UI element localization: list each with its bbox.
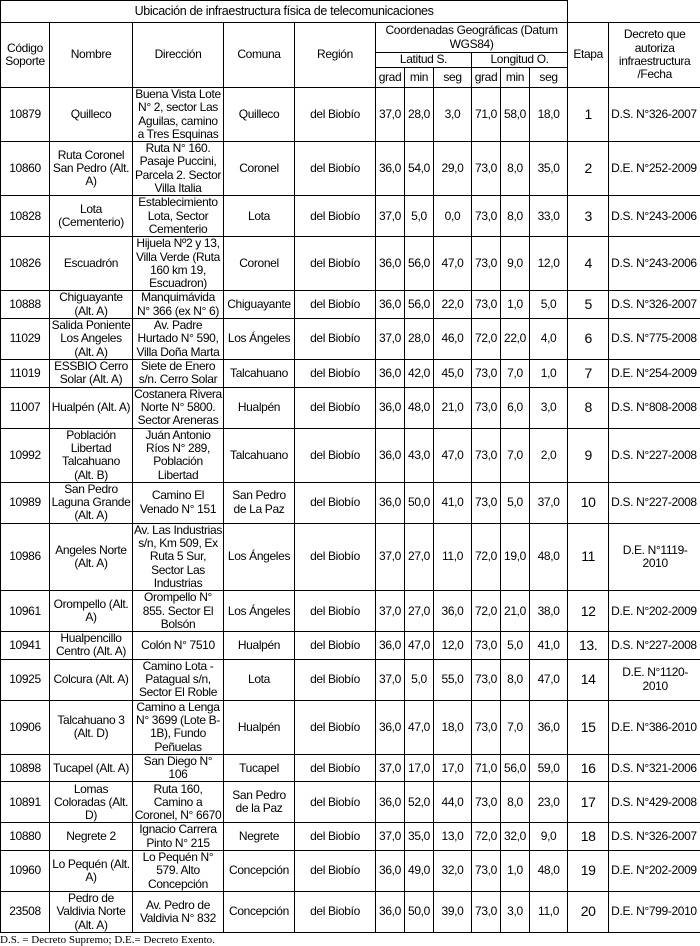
cell-lat-seg: 44,0 bbox=[434, 782, 472, 823]
cell-lat-seg: 36,0 bbox=[434, 591, 472, 632]
cell-lon-grad: 72,0 bbox=[472, 591, 501, 632]
cell-lon-min: 7,0 bbox=[501, 428, 530, 482]
cell-lon-seg: 9,0 bbox=[530, 823, 568, 851]
cell-lat-seg: 21,0 bbox=[434, 387, 472, 428]
cell-lat-min: 17,0 bbox=[405, 754, 434, 782]
cell-lat-grad: 37,0 bbox=[376, 319, 405, 360]
cell-codigo: 10888 bbox=[1, 291, 50, 319]
cell-lon-grad: 73,0 bbox=[472, 237, 501, 291]
cell-codigo: 10891 bbox=[1, 782, 50, 823]
cell-codigo: 10960 bbox=[1, 851, 50, 892]
cell-lon-seg: 41,0 bbox=[530, 632, 568, 660]
cell-direccion: Ignacio Carrera Pinto N° 215 bbox=[133, 823, 224, 851]
cell-lat-seg: 55,0 bbox=[434, 659, 472, 700]
cell-lon-grad: 73,0 bbox=[472, 291, 501, 319]
header-etapa: Etapa bbox=[568, 23, 609, 88]
cell-nombre: Talcahuano 3 (Alt. D) bbox=[50, 700, 133, 754]
table-row bbox=[1, 237, 700, 291]
cell-lon-seg: 11,0 bbox=[530, 891, 568, 932]
header-lon-seg: seg bbox=[530, 68, 568, 88]
cell-lon-grad: 73,0 bbox=[472, 428, 501, 482]
table-row bbox=[1, 754, 700, 782]
cell-comuna: Hualpén bbox=[224, 700, 295, 754]
cell-codigo: 23508 bbox=[1, 891, 50, 932]
cell-lat-seg: 45,0 bbox=[434, 360, 472, 388]
cell-lat-grad: 36,0 bbox=[376, 428, 405, 482]
cell-etapa: 12 bbox=[568, 591, 609, 632]
cell-nombre: Pedro de Valdivia Norte (Alt. A) bbox=[50, 891, 133, 932]
cell-lon-grad: 71,0 bbox=[472, 754, 501, 782]
cell-lat-grad: 37,0 bbox=[376, 754, 405, 782]
cell-direccion: Lo Pequén N° 579. Alto Concepción bbox=[133, 851, 224, 892]
table-row bbox=[1, 891, 700, 932]
cell-lon-min: 8,0 bbox=[501, 142, 530, 196]
cell-lon-grad: 73,0 bbox=[472, 196, 501, 237]
cell-lon-grad: 73,0 bbox=[472, 659, 501, 700]
cell-lon-seg: 4,0 bbox=[530, 319, 568, 360]
cell-lon-min: 32,0 bbox=[501, 823, 530, 851]
cell-etapa: 4 bbox=[568, 237, 609, 291]
cell-lat-grad: 36,0 bbox=[376, 891, 405, 932]
cell-decreto: D.E. N°254-2009 bbox=[609, 360, 700, 388]
header-lat-seg: seg bbox=[434, 68, 472, 88]
cell-codigo: 10986 bbox=[1, 523, 50, 590]
cell-region: del Biobío bbox=[295, 428, 376, 482]
cell-lon-grad: 71,0 bbox=[472, 88, 501, 142]
cell-codigo: 10961 bbox=[1, 591, 50, 632]
cell-decreto: D.S. N°227-2008 bbox=[609, 428, 700, 482]
cell-comuna: Concepción bbox=[224, 891, 295, 932]
table-row bbox=[1, 319, 700, 360]
cell-lon-seg: 23,0 bbox=[530, 782, 568, 823]
cell-nombre: Ruta Coronel San Pedro (Alt. A) bbox=[50, 142, 133, 196]
cell-comuna: Los Ángeles bbox=[224, 523, 295, 590]
cell-lon-seg: 38,0 bbox=[530, 591, 568, 632]
cell-lat-grad: 37,0 bbox=[376, 88, 405, 142]
cell-lat-grad: 36,0 bbox=[376, 237, 405, 291]
cell-lat-min: 28,0 bbox=[405, 319, 434, 360]
cell-lon-min: 5,0 bbox=[501, 632, 530, 660]
cell-lat-min: 52,0 bbox=[405, 782, 434, 823]
table-row bbox=[1, 523, 700, 590]
cell-comuna: San Pedro de la Paz bbox=[224, 782, 295, 823]
cell-nombre: Tucapel (Alt. A) bbox=[50, 754, 133, 782]
cell-nombre: Chiguayante (Alt. A) bbox=[50, 291, 133, 319]
cell-nombre: Quilleco bbox=[50, 88, 133, 142]
cell-lon-min: 7,0 bbox=[501, 700, 530, 754]
header-codigo: Código Soporte bbox=[1, 23, 50, 88]
cell-nombre: Colcura (Alt. A) bbox=[50, 659, 133, 700]
cell-lat-seg: 29,0 bbox=[434, 142, 472, 196]
cell-lon-seg: 48,0 bbox=[530, 523, 568, 590]
cell-comuna: Chiguayante bbox=[224, 291, 295, 319]
cell-comuna: Hualpén bbox=[224, 632, 295, 660]
cell-codigo: 10879 bbox=[1, 88, 50, 142]
cell-codigo: 10860 bbox=[1, 142, 50, 196]
cell-codigo: 10941 bbox=[1, 632, 50, 660]
cell-comuna: Coronel bbox=[224, 237, 295, 291]
cell-lat-seg: 41,0 bbox=[434, 482, 472, 523]
cell-codigo: 10989 bbox=[1, 482, 50, 523]
cell-lat-seg: 32,0 bbox=[434, 851, 472, 892]
cell-etapa: 20 bbox=[568, 891, 609, 932]
cell-direccion: Av. Padre Hurtado N° 590, Villa Doña Marta bbox=[133, 319, 224, 360]
table-row bbox=[1, 360, 700, 388]
cell-comuna: Talcahuano bbox=[224, 428, 295, 482]
cell-lon-grad: 72,0 bbox=[472, 523, 501, 590]
cell-etapa: 2 bbox=[568, 142, 609, 196]
header-lat-grad: grad bbox=[376, 68, 405, 88]
cell-decreto: D.E. N°1119-2010 bbox=[609, 523, 700, 590]
cell-etapa: 1 bbox=[568, 88, 609, 142]
cell-codigo: 10826 bbox=[1, 237, 50, 291]
cell-lat-min: 43,0 bbox=[405, 428, 434, 482]
cell-lon-min: 6,0 bbox=[501, 387, 530, 428]
cell-comuna: Tucapel bbox=[224, 754, 295, 782]
cell-lon-grad: 73,0 bbox=[472, 632, 501, 660]
cell-lon-grad: 73,0 bbox=[472, 851, 501, 892]
cell-lat-seg: 18,0 bbox=[434, 700, 472, 754]
cell-codigo: 11019 bbox=[1, 360, 50, 388]
cell-lat-seg: 46,0 bbox=[434, 319, 472, 360]
cell-region: del Biobío bbox=[295, 387, 376, 428]
cell-lon-grad: 72,0 bbox=[472, 823, 501, 851]
cell-direccion: Colón N° 7510 bbox=[133, 632, 224, 660]
cell-region: del Biobío bbox=[295, 142, 376, 196]
cell-comuna: Concepción bbox=[224, 851, 295, 892]
cell-comuna: Hualpén bbox=[224, 387, 295, 428]
cell-etapa: 8 bbox=[568, 387, 609, 428]
cell-decreto: D.S. N°326-2007 bbox=[609, 823, 700, 851]
cell-lon-min: 1,0 bbox=[501, 291, 530, 319]
cell-lon-grad: 73,0 bbox=[472, 142, 501, 196]
header-longitud: Longitud O. bbox=[472, 53, 568, 68]
cell-lat-min: 42,0 bbox=[405, 360, 434, 388]
cell-lon-min: 8,0 bbox=[501, 196, 530, 237]
cell-region: del Biobío bbox=[295, 319, 376, 360]
header-lon-min: min bbox=[501, 68, 530, 88]
cell-direccion: Siete de Enero s/n. Cerro Solar bbox=[133, 360, 224, 388]
cell-lat-min: 5,0 bbox=[405, 659, 434, 700]
cell-lon-min: 8,0 bbox=[501, 782, 530, 823]
table-row bbox=[1, 428, 700, 482]
cell-lat-grad: 37,0 bbox=[376, 823, 405, 851]
cell-region: del Biobío bbox=[295, 196, 376, 237]
cell-lat-seg: 3,0 bbox=[434, 88, 472, 142]
cell-lon-seg: 36,0 bbox=[530, 700, 568, 754]
cell-nombre: Salida Poniente Los Angeles (Alt. A) bbox=[50, 319, 133, 360]
table-row bbox=[1, 88, 700, 142]
cell-etapa: 10 bbox=[568, 482, 609, 523]
cell-direccion: Camino El Venado N° 151 bbox=[133, 482, 224, 523]
cell-lon-grad: 73,0 bbox=[472, 700, 501, 754]
cell-direccion: Ruta N° 160. Pasaje Puccini, Parcela 2. Sector Villa Italia bbox=[133, 142, 224, 196]
cell-lon-min: 56,0 bbox=[501, 754, 530, 782]
table-row bbox=[1, 700, 700, 754]
cell-lon-min: 58,0 bbox=[501, 88, 530, 142]
cell-nombre: Hualpencillo Centro (Alt. A) bbox=[50, 632, 133, 660]
cell-region: del Biobío bbox=[295, 632, 376, 660]
cell-nombre: San Pedro Laguna Grande (Alt. A) bbox=[50, 482, 133, 523]
cell-lat-seg: 17,0 bbox=[434, 754, 472, 782]
cell-lon-min: 1,0 bbox=[501, 851, 530, 892]
cell-decreto: D.S. N°775-2008 bbox=[609, 319, 700, 360]
cell-lat-grad: 36,0 bbox=[376, 387, 405, 428]
cell-etapa: 3 bbox=[568, 196, 609, 237]
cell-etapa: 14 bbox=[568, 659, 609, 700]
cell-decreto: D.E. N°202-2009 bbox=[609, 851, 700, 892]
header-nombre: Nombre bbox=[50, 23, 133, 88]
cell-lat-grad: 36,0 bbox=[376, 782, 405, 823]
cell-decreto: D.E. N°1120-2010 bbox=[609, 659, 700, 700]
cell-lat-grad: 37,0 bbox=[376, 591, 405, 632]
cell-etapa: 9 bbox=[568, 428, 609, 482]
cell-decreto: D.E. N°799-2010 bbox=[609, 891, 700, 932]
cell-lat-min: 49,0 bbox=[405, 851, 434, 892]
cell-lon-seg: 12,0 bbox=[530, 237, 568, 291]
table-row bbox=[1, 142, 700, 196]
cell-lat-seg: 11,0 bbox=[434, 523, 472, 590]
cell-lat-seg: 0,0 bbox=[434, 196, 472, 237]
cell-decreto: D.S. N°808-2008 bbox=[609, 387, 700, 428]
cell-nombre: Angeles Norte (Alt. A) bbox=[50, 523, 133, 590]
cell-decreto: D.S. N°227-2008 bbox=[609, 482, 700, 523]
cell-lon-min: 21,0 bbox=[501, 591, 530, 632]
cell-comuna: Coronel bbox=[224, 142, 295, 196]
cell-codigo: 10898 bbox=[1, 754, 50, 782]
cell-region: del Biobío bbox=[295, 823, 376, 851]
cell-nombre: Orompello (Alt. A) bbox=[50, 591, 133, 632]
cell-etapa: 5 bbox=[568, 291, 609, 319]
cell-direccion: Hijuela Nº2 y 13, Villa Verde (Ruta 160 km 19, Escuadron) bbox=[133, 237, 224, 291]
cell-region: del Biobío bbox=[295, 88, 376, 142]
table-row bbox=[1, 196, 700, 237]
cell-lon-min: 7,0 bbox=[501, 360, 530, 388]
header-direccion: Dirección bbox=[133, 23, 224, 88]
cell-nombre: Lo Pequén (Alt. A) bbox=[50, 851, 133, 892]
cell-region: del Biobío bbox=[295, 754, 376, 782]
cell-lon-seg: 3,0 bbox=[530, 387, 568, 428]
cell-lon-seg: 1,0 bbox=[530, 360, 568, 388]
cell-lon-seg: 59,0 bbox=[530, 754, 568, 782]
cell-lat-seg: 47,0 bbox=[434, 237, 472, 291]
cell-lon-seg: 2,0 bbox=[530, 428, 568, 482]
cell-lon-seg: 33,0 bbox=[530, 196, 568, 237]
cell-comuna: Los Ángeles bbox=[224, 591, 295, 632]
cell-lat-grad: 36,0 bbox=[376, 851, 405, 892]
cell-nombre: Escuadrón bbox=[50, 237, 133, 291]
header-lat-min: min bbox=[405, 68, 434, 88]
cell-decreto: D.S. N°227-2008 bbox=[609, 632, 700, 660]
cell-lon-grad: 73,0 bbox=[472, 782, 501, 823]
table-row bbox=[1, 387, 700, 428]
cell-lon-min: 5,0 bbox=[501, 482, 530, 523]
cell-codigo: 11007 bbox=[1, 387, 50, 428]
cell-region: del Biobío bbox=[295, 700, 376, 754]
cell-direccion: Establecimiento Lota, Sector Cementerio bbox=[133, 196, 224, 237]
cell-nombre: Negrete 2 bbox=[50, 823, 133, 851]
table-row bbox=[1, 851, 700, 892]
cell-lon-grad: 73,0 bbox=[472, 891, 501, 932]
cell-lat-min: 50,0 bbox=[405, 482, 434, 523]
cell-lat-seg: 22,0 bbox=[434, 291, 472, 319]
cell-lon-seg: 5,0 bbox=[530, 291, 568, 319]
cell-lat-grad: 36,0 bbox=[376, 482, 405, 523]
cell-lon-grad: 73,0 bbox=[472, 387, 501, 428]
cell-region: del Biobío bbox=[295, 591, 376, 632]
cell-comuna: Negrete bbox=[224, 823, 295, 851]
header-latitud: Latitud S. bbox=[376, 53, 472, 68]
cell-direccion: Ruta 160, Camino a Coronel, N° 6670 bbox=[133, 782, 224, 823]
cell-region: del Biobío bbox=[295, 360, 376, 388]
cell-decreto: D.E. N°202-2009 bbox=[609, 591, 700, 632]
table-title: Ubicación de infraestructura física de telecomunicaciones bbox=[1, 1, 568, 23]
cell-decreto: D.S. N°326-2007 bbox=[609, 291, 700, 319]
cell-lat-grad: 36,0 bbox=[376, 700, 405, 754]
cell-lat-grad: 36,0 bbox=[376, 291, 405, 319]
cell-lat-min: 54,0 bbox=[405, 142, 434, 196]
cell-region: del Biobío bbox=[295, 482, 376, 523]
cell-etapa: 16 bbox=[568, 754, 609, 782]
table-row bbox=[1, 823, 700, 851]
header-decreto: Decreto que autoriza infraestructura /Fecha bbox=[609, 23, 700, 88]
cell-codigo: 10925 bbox=[1, 659, 50, 700]
cell-lat-min: 48,0 bbox=[405, 387, 434, 428]
cell-region: del Biobío bbox=[295, 291, 376, 319]
footnote: D.S. = Decreto Supremo; D.E.= Decreto Exento. bbox=[0, 934, 700, 946]
cell-lat-seg: 39,0 bbox=[434, 891, 472, 932]
cell-region: del Biobío bbox=[295, 891, 376, 932]
cell-lat-grad: 37,0 bbox=[376, 659, 405, 700]
cell-decreto: D.E. N°386-2010 bbox=[609, 700, 700, 754]
cell-direccion: San Diego N° 106 bbox=[133, 754, 224, 782]
cell-lat-seg: 47,0 bbox=[434, 428, 472, 482]
cell-lon-seg: 18,0 bbox=[530, 88, 568, 142]
cell-lat-min: 47,0 bbox=[405, 632, 434, 660]
cell-nombre: Lota (Cementerio) bbox=[50, 196, 133, 237]
cell-region: del Biobío bbox=[295, 523, 376, 590]
cell-direccion: Av. Las Industrias s/n, Km 509, Ex Ruta 5 Sur, Sector Las Industrias bbox=[133, 523, 224, 590]
cell-lon-grad: 73,0 bbox=[472, 482, 501, 523]
cell-etapa: 15 bbox=[568, 700, 609, 754]
cell-comuna: Talcahuano bbox=[224, 360, 295, 388]
cell-lat-min: 27,0 bbox=[405, 591, 434, 632]
header-coordenadas: Coordenadas Geográficas (Datum WGS84) bbox=[376, 23, 568, 53]
table-row bbox=[1, 482, 700, 523]
cell-lon-min: 8,0 bbox=[501, 659, 530, 700]
cell-comuna: Los Ángeles bbox=[224, 319, 295, 360]
cell-nombre: Hualpén (Alt. A) bbox=[50, 387, 133, 428]
cell-direccion: Av. Pedro de Valdivia N° 832 bbox=[133, 891, 224, 932]
cell-codigo: 10906 bbox=[1, 700, 50, 754]
cell-direccion: Orompello N° 855. Sector El Bolsón bbox=[133, 591, 224, 632]
table-row bbox=[1, 782, 700, 823]
table-row bbox=[1, 591, 700, 632]
cell-lon-min: 9,0 bbox=[501, 237, 530, 291]
cell-lon-seg: 48,0 bbox=[530, 851, 568, 892]
cell-etapa: 13. bbox=[568, 632, 609, 660]
header-lon-grad: grad bbox=[472, 68, 501, 88]
cell-nombre: ESSBIO Cerro Solar (Alt. A) bbox=[50, 360, 133, 388]
cell-lon-grad: 73,0 bbox=[472, 360, 501, 388]
cell-lat-seg: 12,0 bbox=[434, 632, 472, 660]
cell-lon-min: 19,0 bbox=[501, 523, 530, 590]
cell-lon-min: 3,0 bbox=[501, 891, 530, 932]
cell-etapa: 6 bbox=[568, 319, 609, 360]
cell-comuna: Quilleco bbox=[224, 88, 295, 142]
cell-decreto: D.E. N°252-2009 bbox=[609, 142, 700, 196]
cell-lat-min: 35,0 bbox=[405, 823, 434, 851]
cell-decreto: D.S. N°326-2007 bbox=[609, 88, 700, 142]
cell-lat-min: 28,0 bbox=[405, 88, 434, 142]
cell-lat-seg: 13,0 bbox=[434, 823, 472, 851]
cell-lat-min: 56,0 bbox=[405, 237, 434, 291]
cell-comuna: San Pedro de La Paz bbox=[224, 482, 295, 523]
cell-nombre: Población Libertad Talcahuano (Alt. B) bbox=[50, 428, 133, 482]
cell-direccion: Costanera Rivera Norte N° 5800. Sector Areneras bbox=[133, 387, 224, 428]
header-region: Región bbox=[295, 23, 376, 88]
cell-lat-grad: 36,0 bbox=[376, 632, 405, 660]
cell-lat-min: 47,0 bbox=[405, 700, 434, 754]
cell-etapa: 17 bbox=[568, 782, 609, 823]
cell-direccion: Buena Vista Lote N° 2, sector Las Aguilas, camino a Tres Esquinas bbox=[133, 88, 224, 142]
cell-lat-grad: 36,0 bbox=[376, 360, 405, 388]
cell-codigo: 11029 bbox=[1, 319, 50, 360]
cell-region: del Biobío bbox=[295, 851, 376, 892]
cell-decreto: D.S. N°321-2006 bbox=[609, 754, 700, 782]
cell-lon-seg: 47,0 bbox=[530, 659, 568, 700]
cell-direccion: Manquimávida N° 366 (ex N° 6) bbox=[133, 291, 224, 319]
cell-lat-grad: 36,0 bbox=[376, 142, 405, 196]
cell-direccion: Juán Antonio Ríos N° 289, Población Libertad bbox=[133, 428, 224, 482]
header-comuna: Comuna bbox=[224, 23, 295, 88]
cell-lat-min: 50,0 bbox=[405, 891, 434, 932]
cell-comuna: Lota bbox=[224, 659, 295, 700]
cell-region: del Biobío bbox=[295, 237, 376, 291]
cell-lat-grad: 37,0 bbox=[376, 196, 405, 237]
cell-lat-min: 56,0 bbox=[405, 291, 434, 319]
cell-etapa: 11 bbox=[568, 523, 609, 590]
cell-lon-grad: 72,0 bbox=[472, 319, 501, 360]
cell-region: del Biobío bbox=[295, 659, 376, 700]
cell-decreto: D.S. N°429-2008 bbox=[609, 782, 700, 823]
cell-decreto: D.S. N°243-2006 bbox=[609, 237, 700, 291]
cell-codigo: 10880 bbox=[1, 823, 50, 851]
cell-etapa: 7 bbox=[568, 360, 609, 388]
cell-comuna: Lota bbox=[224, 196, 295, 237]
cell-direccion: Camino Lota - Patagual s/n, Sector El Roble bbox=[133, 659, 224, 700]
table-row bbox=[1, 659, 700, 700]
cell-etapa: 19 bbox=[568, 851, 609, 892]
cell-region: del Biobío bbox=[295, 782, 376, 823]
cell-lat-grad: 37,0 bbox=[376, 523, 405, 590]
cell-direccion: Camino a Lenga N° 3699 (Lote B-1B), Fundo Peñuelas bbox=[133, 700, 224, 754]
cell-lon-seg: 37,0 bbox=[530, 482, 568, 523]
cell-lon-min: 22,0 bbox=[501, 319, 530, 360]
cell-nombre: Lomas Coloradas (Alt. D) bbox=[50, 782, 133, 823]
table-row bbox=[1, 632, 700, 660]
cell-codigo: 10992 bbox=[1, 428, 50, 482]
cell-lat-min: 5,0 bbox=[405, 196, 434, 237]
cell-lat-min: 27,0 bbox=[405, 523, 434, 590]
cell-etapa: 18 bbox=[568, 823, 609, 851]
table-row bbox=[1, 291, 700, 319]
cell-lon-seg: 35,0 bbox=[530, 142, 568, 196]
cell-decreto: D.S. N°243-2006 bbox=[609, 196, 700, 237]
cell-codigo: 10828 bbox=[1, 196, 50, 237]
